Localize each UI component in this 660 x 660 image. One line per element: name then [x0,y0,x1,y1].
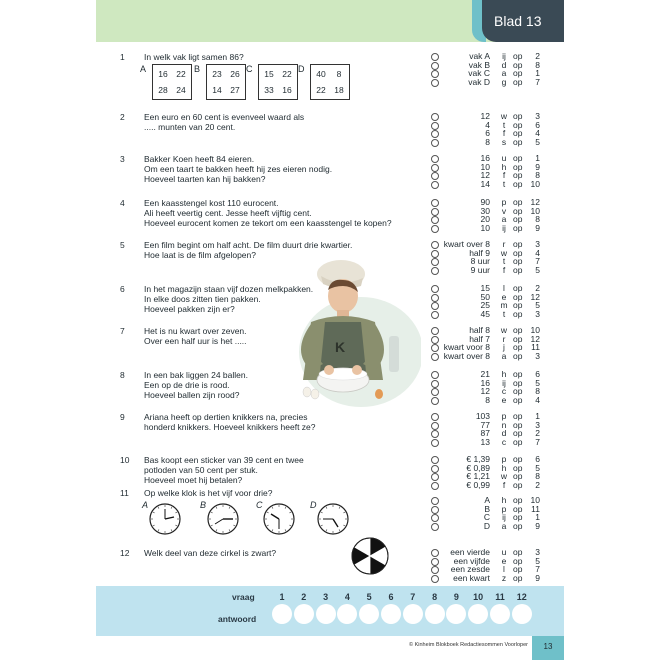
option-letter: ij [502,377,506,388]
option-number: 5 [535,300,540,310]
baker-illustration [271,252,421,412]
option-letter: t [502,178,506,189]
option-text: 16 [480,377,490,388]
question-text: Het is nu kwart over zeven. Over een half uur is het ..... [144,326,247,346]
option-text: C [483,512,490,522]
answer-number: 8 [432,592,438,602]
option-op: op [513,503,523,514]
option-op: op [513,428,523,438]
option-op: op [513,333,523,344]
option-text: 13 [480,436,490,447]
option-letter: s [501,136,507,147]
clock-label: B [200,500,207,510]
question-text: In een bak liggen 24 ballen. Een op de drie is rood. Hoeveel ballen zijn rood? [144,370,248,400]
option-text: € 0,89 [466,462,490,473]
clock-label: A [142,500,149,510]
box-label: A [140,64,147,74]
answer-bubble[interactable] [403,604,423,624]
option-op: op [513,256,523,266]
option-letter: t [502,119,506,130]
option-letter: l [503,283,505,293]
box-value: 16 [158,69,168,79]
option-text: 87 [480,428,490,438]
option-op: op [513,197,523,207]
option-number: 8 [535,471,540,481]
option-letter: m [500,300,508,310]
option-row[interactable] [96,180,564,189]
option-text: 77 [480,419,490,430]
option-text: 10 [480,222,490,233]
option-text: A [484,495,490,505]
option-number: 4 [535,247,540,258]
option-text: half 9 [469,247,490,258]
option-number: 5 [535,136,540,147]
option-letter: c [501,386,507,396]
answer-number: 5 [366,592,372,602]
option-number: 1 [535,68,540,78]
option-op: op [513,411,523,421]
option-op: op [513,394,523,405]
option-number: 12 [530,333,540,344]
box-value: 8 [336,69,342,79]
option-number: 9 [535,161,540,172]
option-op: op [513,564,523,574]
option-number: 4 [535,394,540,405]
box-label: D [298,64,305,74]
clock-label: C [256,500,263,510]
question-number: 2 [120,112,125,122]
option-text: een vijfde [453,555,490,566]
option-text: 12 [480,386,490,396]
option-text: 4 [485,119,490,130]
option-op: op [513,161,523,172]
question-text: Ariana heeft op dertien knikkers na, precies honderd knikkers. Hoeveel knikkers heeft ze? [144,412,316,432]
option-op: op [513,369,523,379]
option-letter: u [501,547,507,557]
answer-bubble[interactable] [425,604,445,624]
option-number: 7 [535,564,540,574]
answer-number: 3 [323,592,329,602]
question-number: 11 [120,488,129,498]
option-number: 2 [535,283,540,293]
question-text: In het magazijn staan vijf dozen melkpakken. In elke doos zitten tien pakken. Hoeveel pakken zijn er? [144,284,314,314]
answer-number: 10 [473,592,484,602]
option-letter: g [501,76,507,87]
option-number: 2 [535,51,540,61]
option-text: half 8 [469,325,490,335]
option-op: op [513,436,523,447]
option-number: 2 [535,428,540,438]
box-value: 24 [176,85,186,95]
option-op: op [513,170,523,180]
box-value: 14 [212,85,222,95]
option-letter: f [502,128,506,138]
question-text: Op welke klok is het vijf voor drie? [144,488,273,498]
question-text: Bakker Koen heeft 84 eieren. Om een taart te bakken heeft hij zes eieren nodig. Hoeveel taarten kan hij bakken? [144,154,333,184]
box-value: 23 [212,69,222,79]
svg-text:K: K [335,339,346,355]
option-letter: h [501,462,507,473]
option-op: op [513,119,523,130]
option-op: op [513,386,523,396]
option-op: op [513,495,523,505]
option-letter: a [501,214,507,224]
option-text: € 1,21 [466,471,490,481]
option-text: € 0,99 [466,479,490,490]
option-text: 45 [480,308,490,319]
option-text: 8 [485,394,490,405]
option-letter: c [501,436,507,447]
option-text: vak D [468,76,490,87]
question-number: 4 [120,198,125,208]
option-letter: p [501,197,507,207]
option-op: op [513,454,523,464]
answer-number: 11 [495,592,505,602]
question-number: 5 [120,240,125,250]
option-letter: a [501,520,507,531]
option-letter: l [503,564,505,574]
option-op: op [513,520,523,531]
option-text: 103 [475,411,490,421]
option-row[interactable] [96,438,564,447]
option-letter: e [501,555,507,566]
option-number: 5 [535,377,540,388]
option-op: op [513,377,523,388]
option-text: 25 [480,300,490,310]
answer-bubble[interactable] [294,604,314,624]
option-letter: h [501,369,507,379]
option-text: 50 [480,291,490,302]
footer [96,636,564,660]
option-number: 6 [535,369,540,379]
option-text: een vierde [450,547,490,557]
option-number: 1 [535,512,540,522]
option-text: 12 [480,170,490,180]
option-op: op [513,291,523,302]
option-number: 7 [535,256,540,266]
option-number: 11 [531,503,540,514]
option-letter: t [502,256,506,266]
question-text: Een film begint om half acht. De film duurt drie kwartier. Hoe laat is de film afgelopen? [144,240,353,260]
option-row[interactable] [96,78,564,87]
option-number: 10 [530,205,540,216]
option-number: 3 [535,308,540,319]
question-number: 7 [120,326,125,336]
option-letter: ij [502,51,506,61]
option-text: 21 [480,369,490,379]
option-op: op [513,471,523,481]
option-number: 3 [535,350,540,361]
option-number: 3 [535,419,540,430]
option-letter: d [501,428,507,438]
box-value: 22 [282,69,292,79]
option-text: half 7 [469,333,490,344]
option-op: op [513,68,523,78]
option-number: 8 [535,170,540,180]
page-number: 13 [532,636,564,660]
question-number: 1 [120,52,125,62]
option-op: op [513,325,523,335]
option-number: 3 [535,547,540,557]
option-number: 8 [535,59,540,70]
option-text: D [483,520,490,531]
answer-bubble[interactable] [490,604,510,624]
option-op: op [513,178,523,189]
option-letter: d [501,59,507,70]
option-letter: e [501,394,507,405]
question-text: In welk vak ligt samen 86? [144,52,244,62]
question-number: 10 [120,455,130,465]
option-text: kwart voor 8 [443,342,490,352]
option-letter: h [501,495,507,505]
option-text: 9 uur [470,264,490,275]
option-text: 90 [480,197,490,207]
option-op: op [513,59,523,70]
answer-number: 1 [279,592,285,602]
option-number: 7 [535,76,540,87]
option-text: € 1,39 [466,454,490,464]
option-number: 9 [535,520,540,531]
answer-bubble[interactable] [381,604,401,624]
option-letter: w [500,325,508,335]
option-text: 10 [480,161,490,172]
box-value: 40 [316,69,326,79]
option-op: op [513,462,523,473]
box-value: 27 [230,85,240,95]
option-op: op [513,419,523,430]
answer-bubble[interactable] [512,604,532,624]
option-number: 5 [535,555,540,566]
option-op: op [513,350,523,361]
option-row[interactable] [96,138,564,147]
question-number: 12 [120,548,130,558]
option-text: kwart over 8 [443,239,490,249]
option-text: 14 [480,178,490,189]
page-title: Blad 13 [494,13,542,29]
box-value: 18 [334,85,344,95]
question-number: 9 [120,412,125,422]
option-op: op [513,76,523,87]
option-number: 12 [530,291,540,302]
option-letter: f [502,170,506,180]
box-value: 16 [282,85,292,95]
option-op: op [513,308,523,319]
option-text: 8 uur [470,256,490,266]
box-value: 15 [264,69,274,79]
footer-credit: © Kinheim Blokboek Redactiesommen Voorloper [408,642,528,648]
option-letter: w [500,471,508,481]
option-row[interactable] [96,224,564,233]
answer-bubble[interactable] [272,604,292,624]
option-letter: f [502,264,506,275]
box-value: 26 [230,69,240,79]
option-op: op [513,153,523,163]
box-label: C [246,64,253,74]
option-op: op [513,239,523,249]
box-value: 28 [158,85,168,95]
antwoord-label: antwoord [218,614,257,624]
box-value: 22 [176,69,186,79]
option-op: op [513,283,523,293]
option-op: op [513,264,523,275]
option-letter: p [501,411,507,421]
box-value: 22 [316,85,326,95]
answer-number: 9 [453,592,459,602]
option-op: op [513,512,523,522]
option-number: 7 [535,436,540,447]
option-letter: v [501,205,507,216]
option-number: 2 [535,479,540,490]
option-number: 8 [535,386,540,396]
option-op: op [513,111,523,121]
option-letter: r [502,239,506,249]
option-op: op [513,128,523,138]
question-text: Een kaasstengel kost 110 eurocent. Ali heeft veertig cent. Jesse heeft vijftig cent. Hoeveel eurocent komen ze tekort om een kaasstengel te kopen? [144,198,392,228]
answer-number: 12 [516,592,527,602]
option-op: op [513,51,523,61]
option-op: op [513,555,523,566]
option-text: 12 [480,111,490,121]
option-letter: n [501,419,507,430]
question-number: 6 [120,284,125,294]
option-op: op [513,222,523,233]
answer-number: 2 [301,592,307,602]
option-op: op [513,572,523,583]
option-letter: u [501,153,507,163]
option-number: 4 [535,128,540,138]
option-text: vak A [469,51,490,61]
option-number: 1 [535,153,540,163]
option-text: B [484,503,490,514]
option-number: 9 [535,222,540,233]
option-letter: j [503,342,505,352]
box-value: 33 [264,85,274,95]
option-letter: w [500,111,508,121]
option-number: 10 [530,495,540,505]
answer-number: 6 [388,592,394,602]
option-text: 15 [480,283,490,293]
option-number: 1 [535,411,540,421]
question-text: Welk deel van deze cirkel is zwart? [144,548,277,558]
option-letter: f [502,479,506,490]
option-letter: h [501,161,507,172]
question-number: 8 [120,370,125,380]
option-number: 8 [535,214,540,224]
answer-number: 7 [410,592,416,602]
option-letter: p [501,454,507,464]
option-letter: a [501,350,507,361]
clock-label: D [310,500,317,510]
option-text: 30 [480,205,490,216]
option-text: vak B [468,59,490,70]
option-letter: a [501,68,507,78]
option-number: 3 [535,239,540,249]
option-number: 10 [530,178,540,189]
option-letter: w [500,247,508,258]
option-op: op [513,479,523,490]
vraag-label: vraag [232,592,255,602]
option-number: 5 [535,264,540,275]
option-text: 8 [485,136,490,147]
question-text: Bas koopt een sticker van 39 cent en twee potloden van 50 cent per stuk. Hoeveel moet hij betalen? [144,455,304,485]
option-row[interactable] [96,522,564,531]
question-text: Een euro en 60 cent is evenveel waard als ..... munten van 20 cent. [144,112,305,132]
option-number: 5 [535,462,540,473]
option-number: 6 [535,454,540,464]
option-letter: z [501,572,507,583]
option-text: 6 [485,128,490,138]
option-number: 9 [535,572,540,583]
option-number: 10 [530,325,540,335]
option-op: op [513,547,523,557]
option-op: op [513,300,523,310]
option-letter: e [501,291,507,302]
option-number: 11 [531,342,540,352]
option-op: op [513,136,523,147]
box-label: B [194,64,201,74]
option-text: 20 [480,214,490,224]
option-op: op [513,214,523,224]
option-letter: ij [502,222,506,233]
option-letter: t [502,308,506,319]
option-letter: ij [502,512,506,522]
question-number: 3 [120,154,125,164]
worksheet-page [96,0,564,660]
option-text: vak C [468,68,490,78]
option-row[interactable] [96,574,564,583]
option-op: op [513,205,523,216]
answer-bubble[interactable] [316,604,336,624]
option-text: een kwart [453,572,490,583]
option-number: 12 [530,197,540,207]
option-number: 3 [535,111,540,121]
option-text: 16 [480,153,490,163]
option-number: 6 [535,119,540,130]
answer-number: 4 [344,592,350,602]
option-text: een zesde [450,564,490,574]
option-op: op [513,247,523,258]
option-letter: r [502,333,506,344]
option-row[interactable] [96,481,564,490]
option-letter: p [501,503,507,514]
option-op: op [513,342,523,352]
option-text: kwart over 8 [443,350,490,361]
